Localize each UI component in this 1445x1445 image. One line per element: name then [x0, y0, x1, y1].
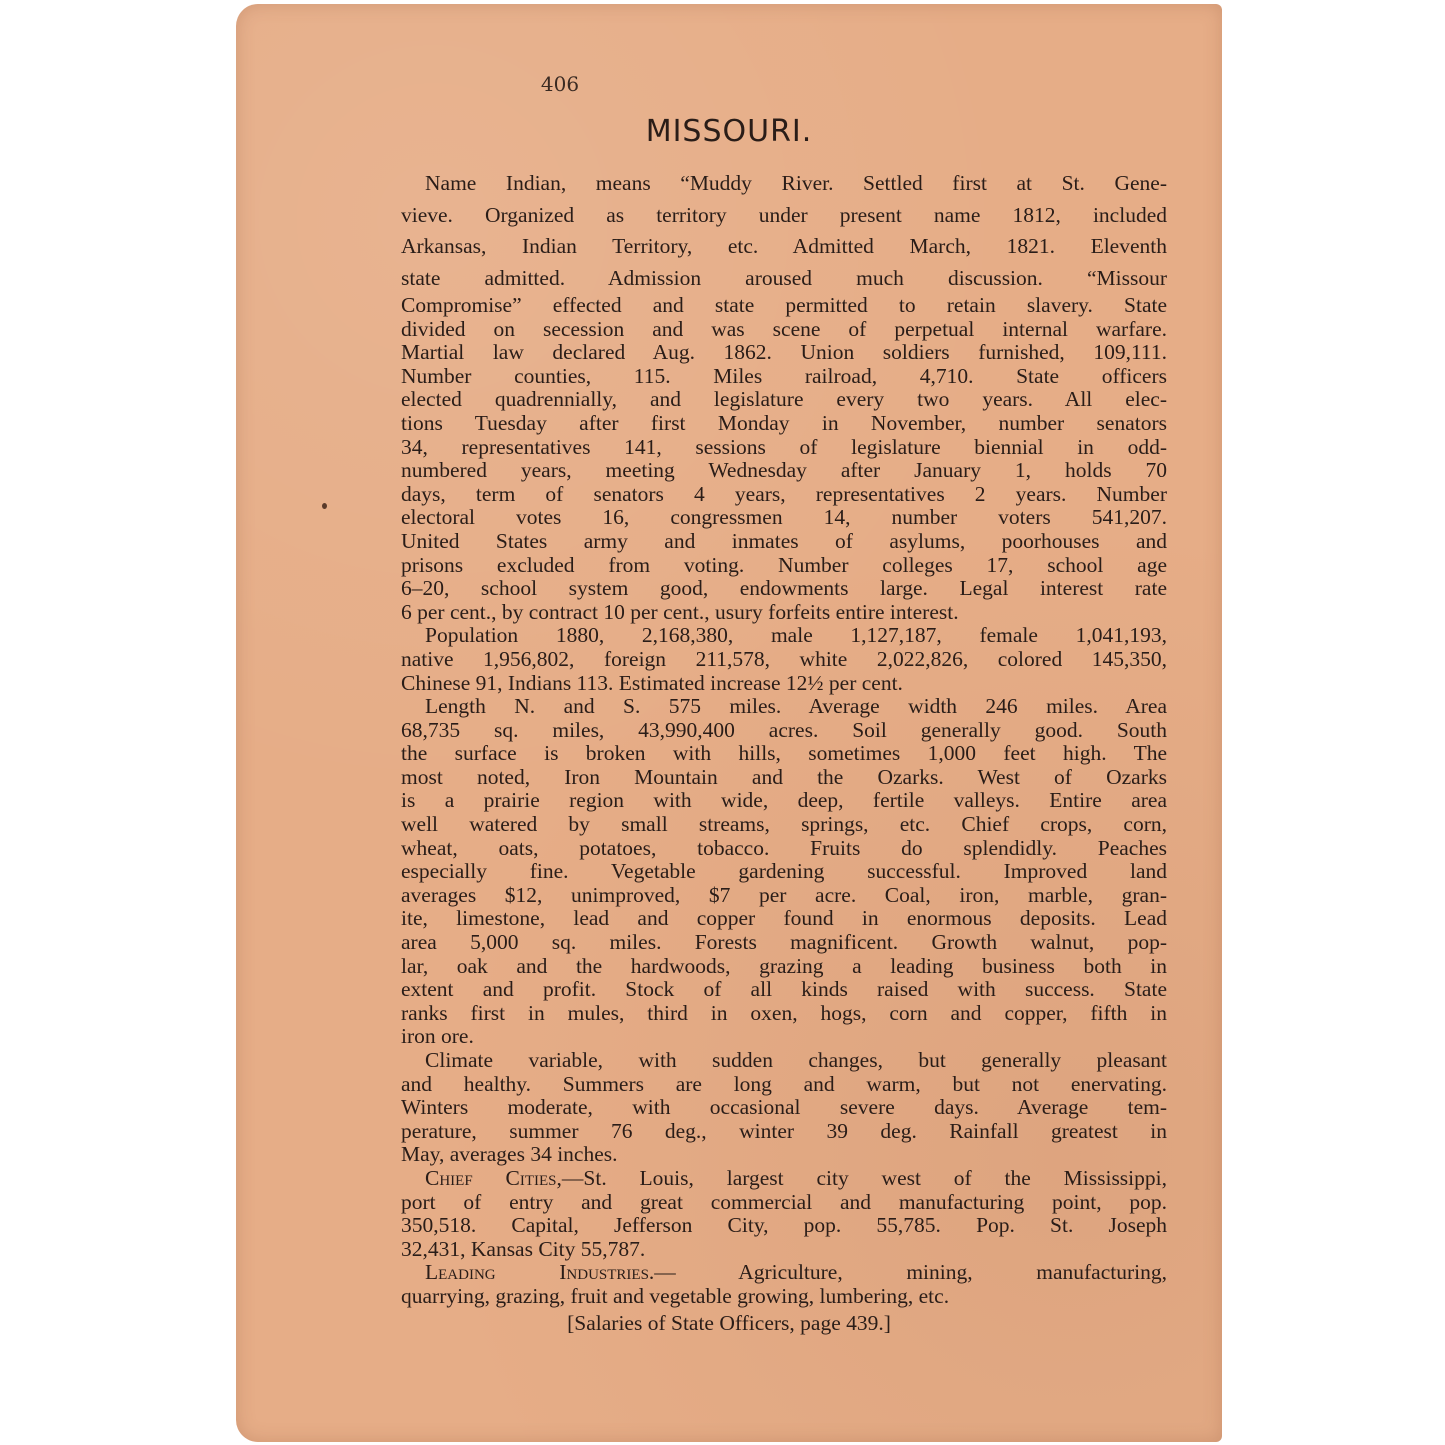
text-line: tions Tuesday after first Monday in November, number senators — [401, 410, 1167, 435]
text-line: wheat, oats, potatoes, tobacco. Fruits do splendidly. Peaches — [401, 835, 1167, 860]
text-line: prisons excluded from voting. Number colleges 17, school age — [401, 552, 1167, 577]
text-line: perature, summer 76 deg., winter 39 deg. Rainfall greatest in — [401, 1118, 1167, 1143]
text-line: Winters moderate, with occasional severe days. Average tem- — [401, 1095, 1167, 1120]
text-line: the surface is broken with hills, sometimes 1,000 feet high. The — [401, 741, 1167, 766]
text-line: and healthy. Summers are long and warm, but not enervating. — [401, 1071, 1167, 1096]
text-line: May, averages 34 inches. — [401, 1142, 618, 1167]
chief-cities-heading: Chief Cities, — [425, 1165, 562, 1190]
text-line: lar, oak and the hardwoods, grazing a leading business both in — [401, 953, 1167, 978]
text-line: numbered years, meeting Wednesday after January 1, holds 70 — [401, 458, 1167, 483]
page-blemish — [322, 503, 327, 509]
text-line: Population 1880, 2,168,380, male 1,127,187, female 1,041,193, — [425, 623, 1167, 648]
leading-industries-heading: Leading Industries. — [425, 1260, 655, 1285]
text-line: vieve. Organized as territory under present name 1812, included — [401, 202, 1167, 227]
page-number: 406 — [540, 72, 580, 96]
page-title: MISSOURI. — [645, 114, 813, 149]
text-line: Chinese 91, Indians 113. Estimated increase 12½ per cent. — [401, 670, 903, 695]
text-line: 350,518. Capital, Jefferson City, pop. 55,785. Pop. St. Joseph — [401, 1213, 1167, 1238]
text-line: 68,735 sq. miles, 43,990,400 acres. Soil generally good. South — [401, 717, 1167, 742]
text-line: United States army and inmates of asylums, poorhouses and — [401, 528, 1167, 553]
text-line: ite, limestone, lead and copper found in enormous deposits. Lead — [401, 906, 1167, 931]
chief-cities-line — [401, 1167, 1167, 1191]
text-line: quarrying, grazing, fruit and vegetable growing, lumbering, etc. — [401, 1283, 950, 1308]
text-line: Arkansas, Indian Territory, etc. Admitted March, 1821. Eleventh — [401, 234, 1167, 258]
chief-cities-text: —St. Louis, largest city west of the Mississippi, — [561, 1165, 1167, 1190]
text-line: Climate variable, with sudden changes, but generally pleasant — [425, 1048, 1167, 1072]
article-body — [401, 168, 1167, 1309]
text-line: Compromise” effected and state permitted to retain slavery. State — [401, 293, 1167, 317]
text-line: Number counties, 115. Miles railroad, 4,710. State officers — [401, 363, 1167, 388]
text-line: especially fine. Vegetable gardening successful. Improved land — [401, 859, 1167, 884]
text-line: Martial law declared Aug. 1862. Union soldiers furnished, 109,111. — [401, 340, 1167, 365]
text-line: 6 per cent., by contract 10 per cent., usury forfeits entire interest. — [401, 599, 959, 624]
leading-industries-text: — Agriculture, mining, manufacturing, — [654, 1260, 1167, 1285]
leading-industries-line — [401, 1261, 1167, 1285]
text-line: 6–20, school system good, endowments large. Legal interest rate — [401, 576, 1167, 601]
text-line: 32,431, Kansas City 55,787. — [401, 1236, 646, 1261]
text-line: area 5,000 sq. miles. Forests magnificent. Growth walnut, pop- — [401, 930, 1167, 955]
text-line: Name Indian, means “Muddy River. Settled first at St. Gene- — [425, 171, 1167, 195]
text-line: most noted, Iron Mountain and the Ozarks. West of Ozarks — [401, 764, 1167, 789]
text-line: divided on secession and was scene of perpetual internal warfare. — [401, 316, 1167, 341]
text-line: averages $12, unimproved, $7 per acre. Coal, iron, marble, gran- — [401, 882, 1167, 907]
text-line: elected quadrennially, and legislature every two years. All elec- — [401, 387, 1167, 412]
text-line: extent and profit. Stock of all kinds raised with success. State — [401, 977, 1167, 1002]
text-line: 34, representatives 141, sessions of legislature biennial in odd- — [401, 434, 1167, 459]
text-line: Length N. and S. 575 miles. Average width 246 miles. Area — [425, 694, 1167, 719]
text-line: days, term of senators 4 years, representatives 2 years. Number — [401, 481, 1167, 506]
footer-reference: [Salaries of State Officers, page 439.] — [567, 1311, 891, 1335]
text-line: electoral votes 16, congressmen 14, number voters 541,207. — [401, 505, 1167, 530]
text-line: ranks first in mules, third in oxen, hogs, corn and copper, fifth in — [401, 1000, 1167, 1025]
text-line: iron ore. — [401, 1024, 474, 1049]
text-line: is a prairie region with wide, deep, fertile valleys. Entire area — [401, 788, 1167, 813]
text-line: native 1,956,802, foreign 211,578, white 2,022,826, colored 145,350, — [401, 646, 1167, 671]
text-line: port of entry and great commercial and manufacturing point, pop. — [401, 1189, 1167, 1214]
text-line: state admitted. Admission aroused much discussion. “Missour — [401, 265, 1167, 290]
text-line: well watered by small streams, springs, etc. Chief crops, corn, — [401, 812, 1167, 837]
